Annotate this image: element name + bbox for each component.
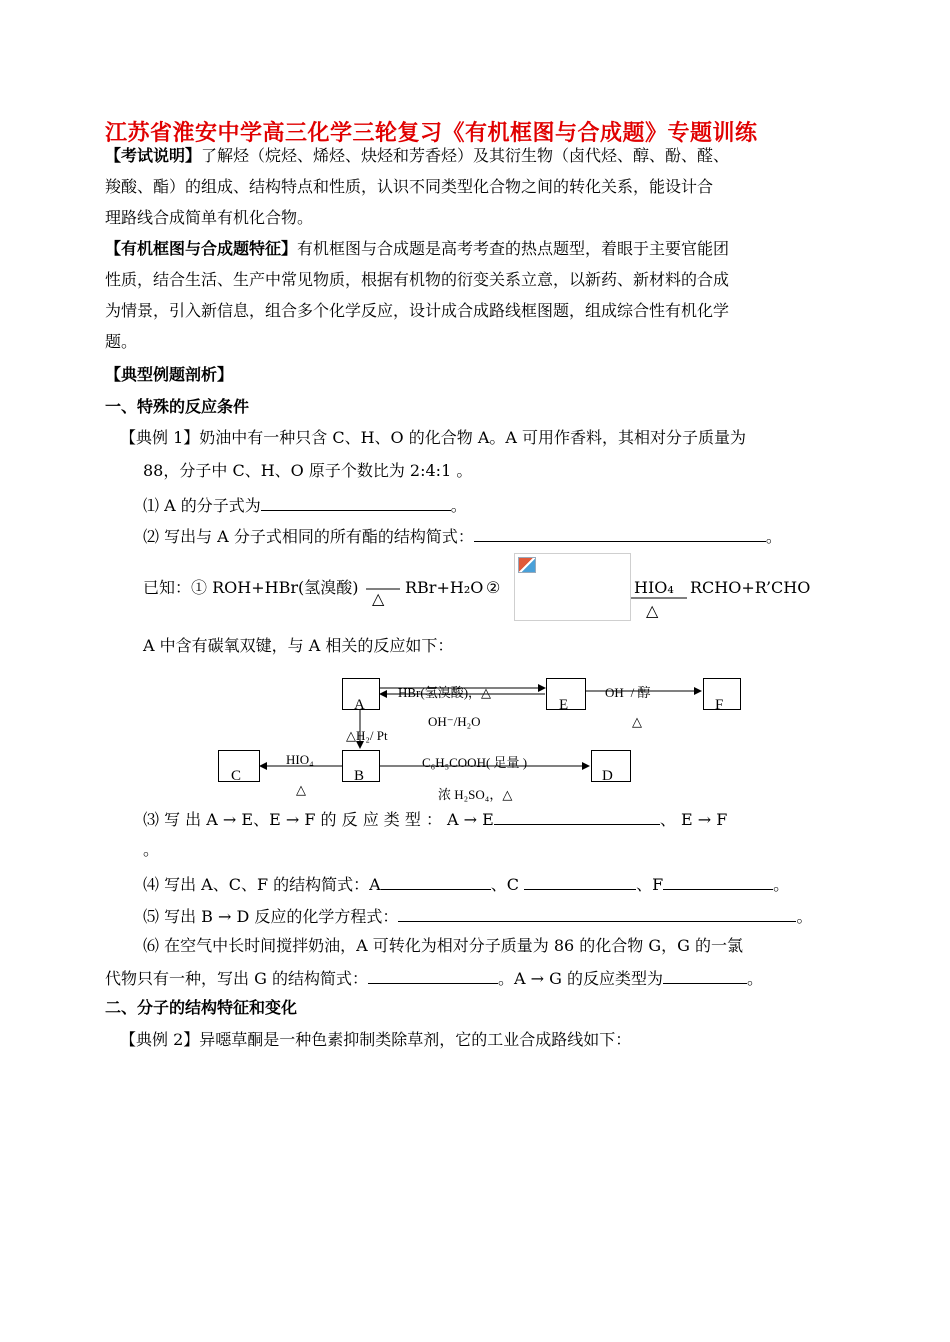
feature-line-4: 题。: [105, 332, 138, 351]
section-1-heading: 一、特殊的反应条件: [105, 397, 250, 416]
example1-line-1: 【典例 1】奶油中有一种只含 C、H、O 的化合物 A。A 可用作香料，其相对分子质量为: [120, 428, 747, 447]
compound-label-c: C: [231, 768, 242, 784]
question-2-text: ⑵ 写出与 A 分子式相同的所有酯的结构简式：: [143, 527, 474, 546]
section-2-heading: 二、分子的结构特征和变化: [105, 998, 298, 1017]
question-3-mid: 、 E → F: [659, 810, 728, 829]
compound-label-e: E: [559, 697, 569, 713]
example1-line-2: 88，分子中 C、H、O 原子个数比为 2:4:1 。: [143, 461, 473, 480]
question-4-text-a: ⑷ 写出 A、C、F 的结构简式：A: [143, 875, 381, 894]
known-reagent-2: HIO₄: [634, 578, 674, 597]
period: 。: [450, 496, 467, 515]
question-5-text: ⑸ 写出 B → D 反应的化学方程式：: [143, 907, 399, 926]
answer-blank-4f[interactable]: [663, 873, 773, 890]
question-6-text-a: 代物只有一种，写出 G 的结构简式：: [105, 969, 368, 988]
compound-label-d: D: [602, 768, 613, 784]
question-3: [143, 808, 727, 830]
condition-a-to-b: △H₂/ Pt: [346, 728, 388, 743]
question-4-text-f: 、F: [636, 875, 664, 894]
compound-label-b: B: [354, 768, 365, 784]
known-circle-2: ②: [486, 578, 501, 597]
triangle-symbol-2: △: [646, 601, 659, 620]
page-title: 江苏省淮安中学高三化学三轮复习《有机框图与合成题》专题训练: [105, 121, 758, 146]
question-6-text-b: 。A → G 的反应类型为: [497, 969, 663, 988]
condition-e-to-f-top: OH⁻/ 醇: [605, 685, 651, 700]
section-typical: 【典型例题剖析】: [105, 365, 234, 384]
period: 。: [773, 875, 790, 894]
period: 。: [765, 527, 782, 546]
feature-line-2: 性质，结合生活、生产中常见物质，根据有机物的衍变关系立意，以新药、新材料的合成: [105, 270, 730, 289]
example2-line-1: 【典例 2】异噁草酮是一种色素抑制类除草剂，它的工业合成路线如下：: [120, 1030, 632, 1049]
period: 。: [796, 907, 813, 926]
question-4: [143, 873, 789, 895]
answer-blank-5[interactable]: [398, 905, 796, 922]
feature-heading: 【有机框图与合成题特征】: [105, 239, 298, 258]
period: 。: [746, 969, 763, 988]
question-6-line-1: ⑹ 在空气中长时间搅拌奶油，A 可转化为相对分子质量为 86 的化合物 G，G 的一氯: [143, 936, 743, 955]
question-5: [143, 905, 812, 927]
answer-blank-4c[interactable]: [524, 873, 636, 890]
condition-e-to-a: OH⁻/H₂O: [428, 714, 481, 729]
answer-blank-6a[interactable]: [368, 967, 498, 984]
question-4-text-c: 、C: [490, 875, 525, 894]
exam-note-line-2: 羧酸、酯）的组成、结构特点和性质，认识不同类型化合物之间的转化关系，能设计合: [105, 177, 714, 196]
compound-label-f: F: [715, 697, 724, 713]
a-has-carbonyl: A 中含有碳氧双键，与 A 相关的反应如下：: [143, 636, 454, 655]
exam-note-heading: 【考试说明】: [105, 146, 202, 165]
condition-a-to-e: HBr(氢溴酸)，△: [398, 685, 492, 700]
known-reaction-1: 已知：① ROH+HBr(氢溴酸): [143, 578, 359, 597]
answer-blank-3a[interactable]: [494, 808, 660, 825]
known-product-1: RBr+H₂O: [405, 578, 484, 597]
known-product-2: RCHO+R’CHO: [690, 578, 811, 597]
condition-b-to-d-bottom: 浓 H₂SO₄，△: [438, 787, 513, 802]
feature-text-1: 有机框图与合成题是高考考查的热点题型，着眼于主要官能团: [297, 239, 730, 258]
condition-b-to-c-top: HIO₄: [286, 752, 314, 767]
question-3-end: 。: [143, 840, 160, 859]
triangle-symbol-1: △: [372, 589, 385, 608]
question-6-line-2: [105, 967, 763, 989]
question-3-text: ⑶ 写 出 A → E、E → F 的 反 应 类 型 ： A → E: [143, 810, 494, 829]
condition-e-to-f-bottom: △: [632, 714, 642, 729]
exam-note-line-3: 理路线合成简单有机化合物。: [105, 208, 314, 227]
condition-b-to-c-bottom: △: [296, 782, 306, 797]
question-1-text: ⑴ A 的分子式为: [143, 496, 261, 515]
exam-note-text-1: 了解烃（烷烃、烯烃、炔烃和芳香烃）及其衍生物（卤代烃、醇、酚、醛、: [201, 146, 730, 165]
answer-blank-6b[interactable]: [663, 967, 747, 984]
condition-b-to-d-top: C₆H₅COOH( 足量 ): [422, 755, 528, 770]
compound-label-a: A: [354, 697, 365, 713]
answer-blank-4a[interactable]: [381, 873, 491, 890]
feature-line-3: 为情景，引入新信息，组合多个化学反应，设计成合成路线框图题，组成综合性有机化学: [105, 301, 730, 320]
